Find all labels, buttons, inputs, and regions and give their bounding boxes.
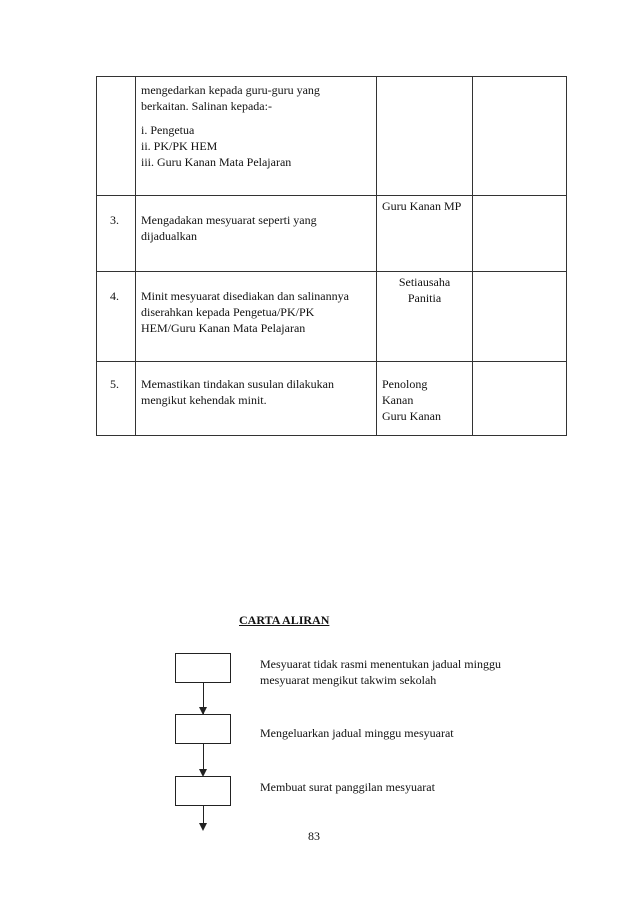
table-left-border bbox=[96, 76, 97, 436]
task-text-line: HEM/Guru Kanan Mata Pelajaran bbox=[141, 321, 306, 335]
table-right-border bbox=[566, 76, 567, 436]
table-col-divider bbox=[472, 76, 473, 436]
task-text-line: mengedarkan kepada guru-guru yang bbox=[141, 83, 320, 97]
flowchart-title: CARTA ALIRAN bbox=[239, 613, 330, 627]
responsible-text: Guru Kanan MP bbox=[382, 199, 462, 213]
page-number: 83 bbox=[308, 829, 320, 843]
task-text-line: Mengadakan mesyuarat seperti yang bbox=[141, 213, 317, 227]
task-text-line: iii. Guru Kanan Mata Pelajaran bbox=[141, 155, 292, 169]
arrow-head-icon bbox=[199, 823, 207, 831]
table-col-divider bbox=[135, 76, 136, 436]
flowchart-step-box bbox=[175, 776, 231, 806]
task-text-line: ii. PK/PK HEM bbox=[141, 139, 218, 153]
table-row-divider bbox=[96, 361, 566, 362]
responsible-text: Guru Kanan bbox=[382, 409, 441, 423]
table-row-divider bbox=[96, 195, 566, 196]
table-row-divider bbox=[96, 271, 566, 272]
flowchart-step-label: Mesyuarat tidak rasmi menentukan jadual minggu bbox=[260, 657, 501, 671]
task-text-line: dijadualkan bbox=[141, 229, 197, 243]
flowchart-step-label: Mengeluarkan jadual minggu mesyuarat bbox=[260, 726, 454, 740]
row-number: 5. bbox=[110, 377, 119, 391]
table-col-divider bbox=[376, 76, 377, 436]
task-text-line: Minit mesyuarat disediakan dan salinannya bbox=[141, 289, 349, 303]
task-text-line: mengikut kehendak minit. bbox=[141, 393, 267, 407]
task-text-line: diserahkan kepada Pengetua/PK/PK bbox=[141, 305, 315, 319]
flowchart-step-box bbox=[175, 653, 231, 683]
table-top-border bbox=[96, 76, 566, 77]
row-number: 3. bbox=[110, 213, 119, 227]
task-text-line: berkaitan. Salinan kepada:- bbox=[141, 99, 272, 113]
table-bottom-border bbox=[96, 435, 566, 436]
flowchart-step-label: mesyuarat mengikut takwim sekolah bbox=[260, 673, 437, 687]
responsible-text: Kanan bbox=[382, 393, 414, 407]
task-text-line: Memastikan tindakan susulan dilakukan bbox=[141, 377, 334, 391]
responsible-text: Penolong bbox=[382, 377, 428, 391]
flowchart-step-box bbox=[175, 714, 231, 744]
responsible-text: Panitia bbox=[407, 291, 442, 305]
task-text-line: i. Pengetua bbox=[141, 123, 195, 137]
row-number: 4. bbox=[110, 289, 119, 303]
flowchart-step-label: Membuat surat panggilan mesyuarat bbox=[260, 780, 435, 794]
responsible-text: Setiausaha bbox=[398, 275, 451, 289]
